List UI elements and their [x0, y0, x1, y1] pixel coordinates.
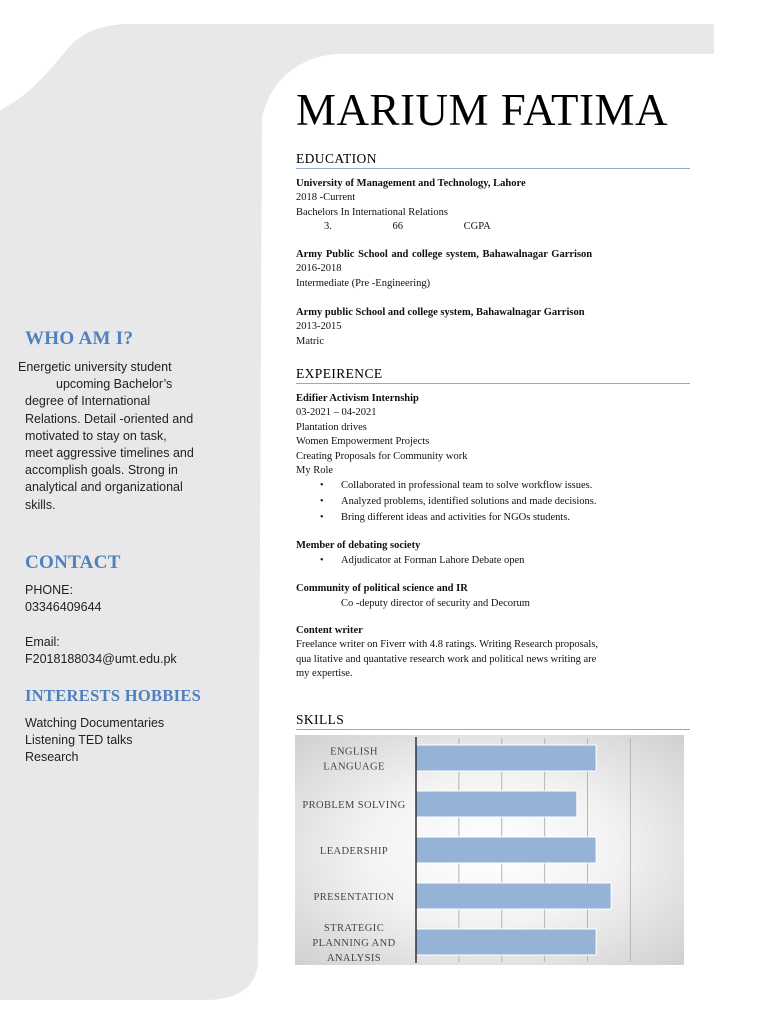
category-label: LEADERSHIP [319, 846, 389, 857]
experience-line: My Role [296, 465, 334, 477]
school-name: Army Public School and college system, Bahawalnagar Garrison [296, 249, 593, 260]
experience-line: Plantation drives [296, 421, 367, 433]
skill-bar [416, 837, 596, 863]
bullet-item: • Collaborated in professional team to solve workflow issues. [341, 478, 696, 494]
school-name: Army public School and college system, Bahawalnagar Garrison [296, 307, 585, 318]
phone-number: 03346409644 [25, 600, 102, 614]
bullet-item: • Adjudicator at Forman Lahore Debate open [341, 553, 696, 569]
experience-heading: Member of debating society [296, 540, 421, 551]
interest-item: Watching Documentaries [25, 716, 165, 730]
about-text [18, 359, 218, 514]
category-label: STRATEGIC PLANNING AND ANALYSIS [312, 923, 396, 964]
experience-entry [296, 539, 696, 569]
phone-label: PHONE: [25, 583, 73, 597]
experience-title: EXPEIRENCE [296, 366, 690, 384]
about-line: Relations. Detail -oriented and [25, 411, 194, 426]
experience-heading: Content writer [296, 625, 363, 636]
experience-entry [296, 624, 696, 682]
education-dates: 2013-2015 [296, 321, 342, 333]
skills-chart-svg [295, 735, 684, 965]
about-line: Energetic university student [18, 360, 172, 374]
skill-bar [416, 883, 611, 909]
education-entry [296, 306, 696, 349]
experience-line: Women Empowerment Projects [296, 436, 430, 448]
category-label: PROBLEM SOLVING [302, 800, 406, 811]
about-line: skills. [25, 497, 56, 512]
interest-item: Research [25, 750, 79, 764]
debating-bullet-list [296, 553, 696, 569]
category-label: PRESENTATION [313, 892, 395, 903]
experience-dates: 03-2021 – 04-2021 [296, 407, 377, 419]
education-dates: 2018 -Current [296, 192, 356, 204]
skill-bar [416, 929, 596, 955]
interest-item: Listening TED talks [25, 733, 133, 747]
about-line: meet aggressive timelines and [25, 446, 194, 461]
experience-heading: Edifier Activism Internship [296, 393, 419, 404]
education-entry [296, 177, 696, 235]
experience-line: Co -deputy director of security and Decorum [341, 598, 530, 610]
about-line: analytical and organizational [25, 480, 183, 495]
education-cgpa: 3. 66 CGPA [324, 221, 491, 233]
skill-bar [416, 745, 596, 771]
about-line: accomplish goals. Strong in [25, 463, 178, 478]
education-degree: Intermediate (Pre -Engineering) [296, 277, 431, 289]
education-degree: Bachelors In International Relations [296, 206, 448, 218]
education-dates: 2016-2018 [296, 263, 342, 275]
person-name: MARIUM FATIMA [296, 85, 668, 135]
experience-line: my expertise. [296, 668, 353, 680]
education-degree: Matric [296, 335, 324, 347]
experience-entry [296, 392, 696, 526]
experience-heading: Community of political science and IR [296, 583, 468, 594]
experience-line: Freelance writer on Fiverr with 4.8 ratings. Writing Research proposals, [296, 639, 599, 651]
education-entry [296, 248, 696, 291]
experience-line: Creating Proposals for Community work [296, 450, 468, 462]
skills-title: SKILLS [296, 712, 690, 730]
bullet-item: • Bring different ideas and activities for NGOs students. [341, 510, 696, 526]
email-label: Email: [25, 635, 60, 649]
email-address[interactable]: F2018188034@umt.edu.pk [25, 652, 177, 666]
education-title: EDUCATION [296, 151, 690, 169]
about-heading: WHO AM I? [25, 328, 134, 349]
about-line: degree of International [25, 394, 151, 409]
experience-entry [296, 582, 696, 612]
role-bullet-list [296, 478, 696, 526]
interests-heading: INTERESTS HOBBIES [25, 686, 202, 705]
school-name: University of Management and Technology, Lahore [296, 178, 526, 189]
experience-line: qua litative and quantative research work and political news writing are [296, 653, 597, 665]
bullet-item: • Analyzed problems, identified solutions and made decisions. [341, 494, 696, 510]
skills-chart [295, 735, 684, 965]
contact-heading: CONTACT [25, 552, 121, 573]
skill-bar [416, 791, 577, 817]
category-label: ENGLISH LANGUAGE [323, 746, 385, 773]
about-line: upcoming Bachelor’s [56, 377, 173, 392]
about-line: motivated to stay on task, [25, 428, 167, 443]
